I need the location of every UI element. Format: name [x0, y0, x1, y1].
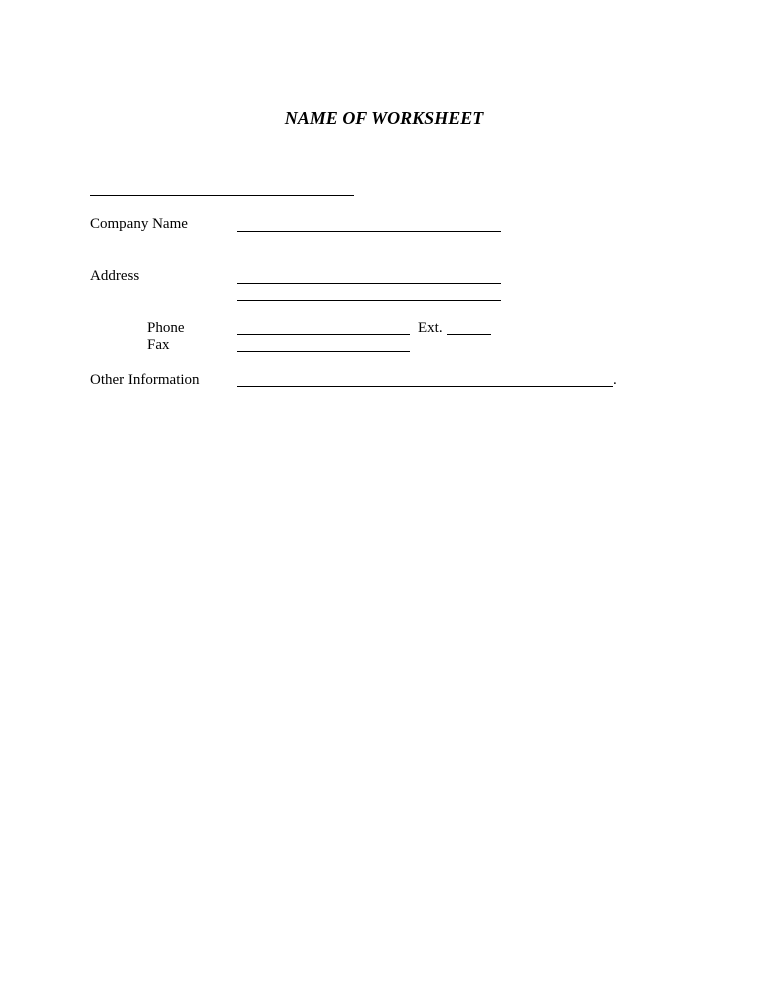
phone-field[interactable]: [237, 334, 410, 335]
ext-label: Ext.: [418, 320, 443, 336]
worksheet-title: NAME OF WORKSHEET: [284, 108, 484, 128]
other-information-label: Other Information: [90, 372, 200, 388]
fax-field[interactable]: [237, 351, 410, 352]
address-label: Address: [90, 268, 140, 284]
ext-field[interactable]: [447, 334, 491, 335]
header-underline: [90, 195, 354, 196]
fax-label: Fax: [147, 337, 170, 353]
address-line-1-field[interactable]: [237, 283, 501, 284]
phone-label: Phone: [147, 320, 185, 336]
other-information-period: .: [613, 372, 617, 388]
address-line-2-field[interactable]: [237, 300, 501, 301]
other-information-field[interactable]: [237, 386, 613, 387]
company-name-field[interactable]: [237, 231, 501, 232]
company-name-label: Company Name: [90, 216, 188, 232]
